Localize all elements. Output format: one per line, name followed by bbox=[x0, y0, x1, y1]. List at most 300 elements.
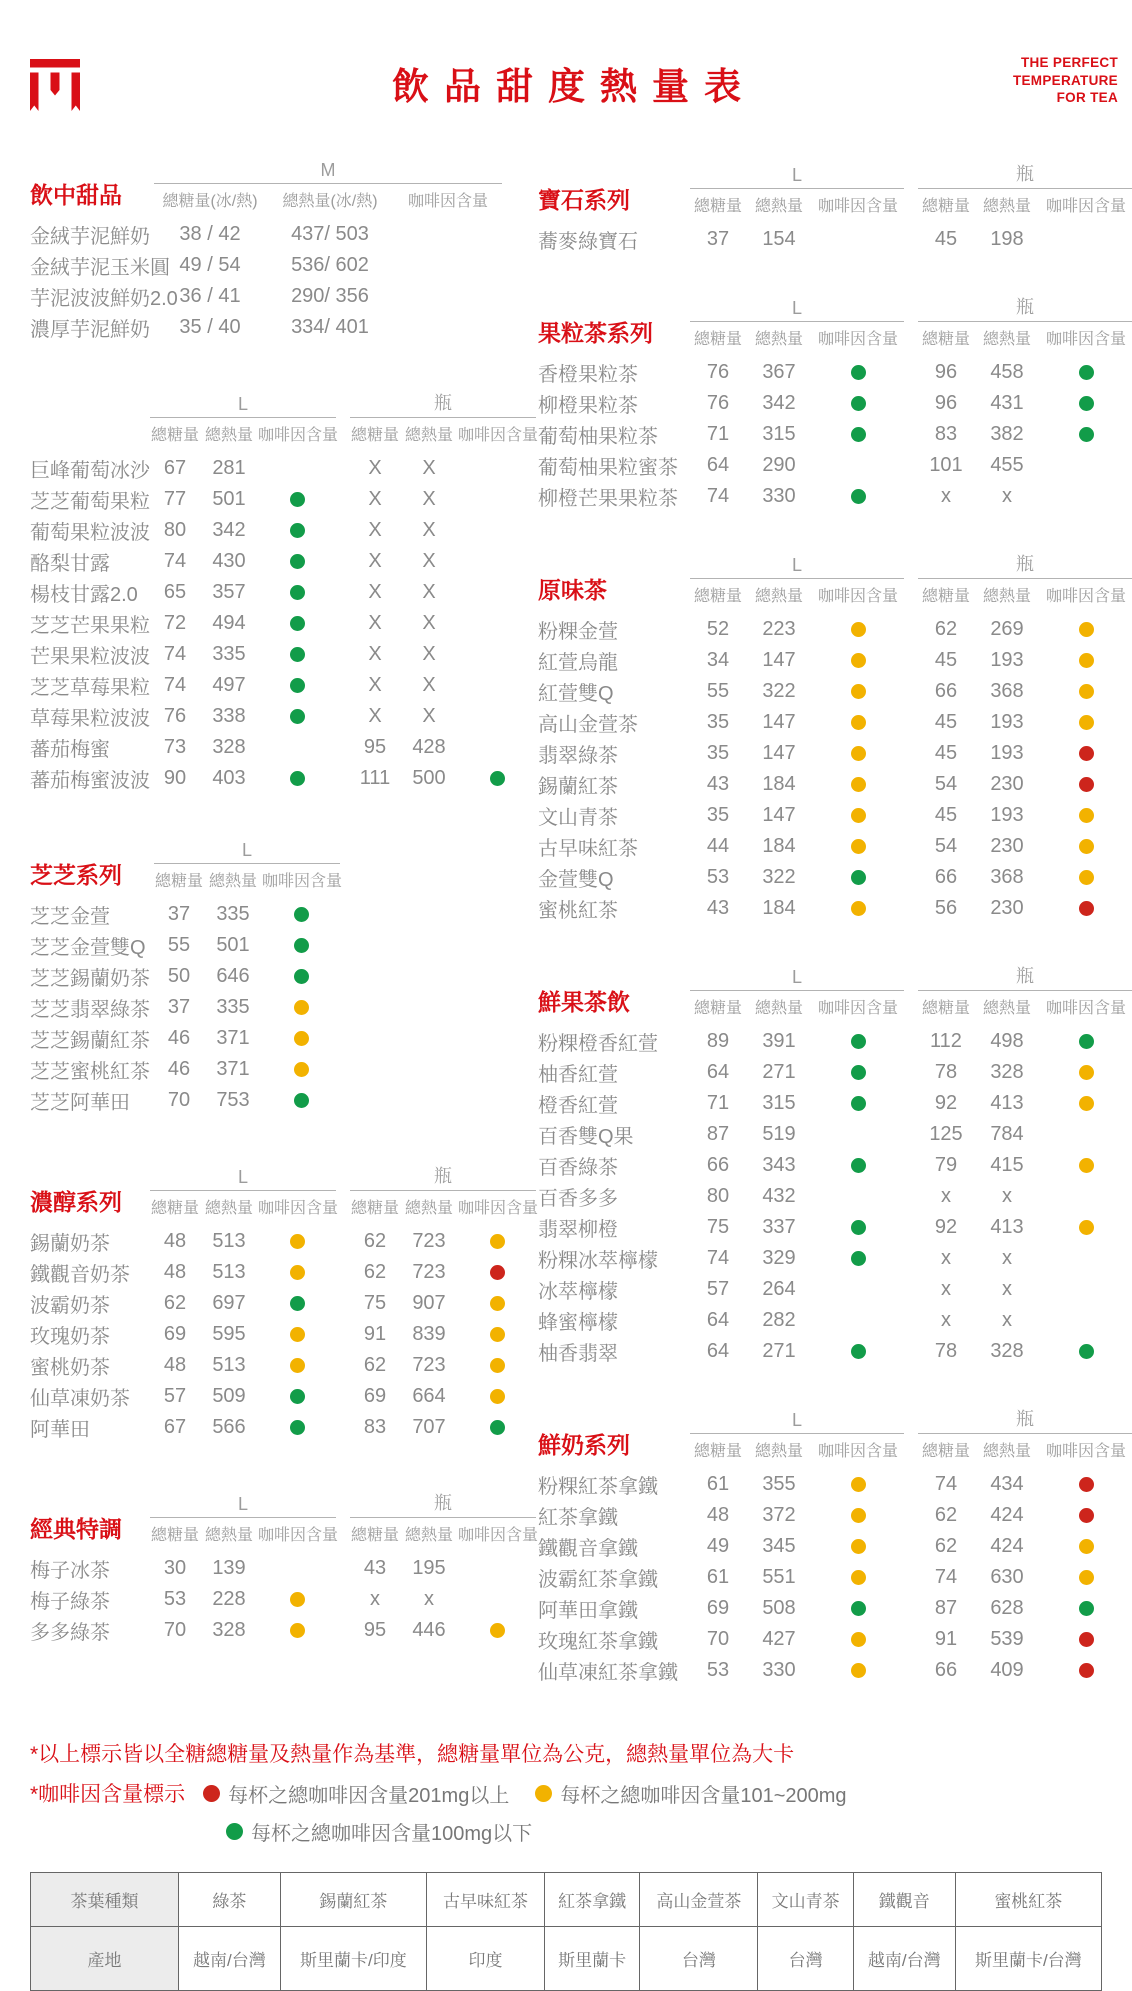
item-name: 酪梨甘露 bbox=[30, 553, 110, 575]
sugar-value: x bbox=[941, 1278, 951, 1300]
sugar-value: X bbox=[368, 705, 382, 727]
calorie-value: 371 bbox=[216, 1058, 250, 1080]
size-group-values bbox=[690, 680, 904, 703]
size-group-values bbox=[350, 1323, 536, 1346]
size-group-values bbox=[154, 996, 340, 1019]
caffeine-indicator bbox=[812, 1278, 904, 1301]
caffeine-indicator bbox=[258, 1416, 336, 1439]
menu-item-row bbox=[30, 250, 536, 281]
column-header-label: 總糖量 bbox=[693, 198, 742, 215]
sugar-value: 46 bbox=[167, 1058, 191, 1080]
calorie-value: 343 bbox=[762, 1154, 796, 1176]
caffeine-dot-green-icon bbox=[1079, 365, 1094, 380]
calorie-value: 723 bbox=[412, 1261, 446, 1283]
item-name: 芝芝錫蘭紅茶 bbox=[30, 1030, 150, 1052]
sugar-value: 74 bbox=[163, 674, 187, 696]
sugar-value: 53 bbox=[706, 866, 730, 888]
column-header-label: 總糖量 bbox=[150, 427, 199, 444]
sugar-value: 46 bbox=[167, 1027, 191, 1049]
size-label: L bbox=[237, 394, 248, 414]
size-label: M bbox=[320, 160, 336, 180]
caffeine-dot-yellow-icon bbox=[1079, 684, 1094, 699]
calorie-value: 282 bbox=[762, 1309, 796, 1331]
calorie-value: X bbox=[422, 550, 436, 572]
sugar-value: 35 bbox=[706, 711, 730, 733]
caffeine-dot-green-icon bbox=[851, 1065, 866, 1080]
caffeine-dot-green-icon bbox=[851, 1251, 866, 1266]
caffeine-indicator bbox=[258, 1323, 336, 1346]
sugar-value: 69 bbox=[706, 1597, 730, 1619]
caffeine-indicator bbox=[812, 361, 904, 384]
caffeine-indicator bbox=[1040, 711, 1132, 734]
size-group-values bbox=[918, 897, 1132, 920]
item-name: 玫瑰紅茶拿鐵 bbox=[538, 1631, 658, 1653]
caffeine-indicator bbox=[458, 1323, 536, 1346]
sugar-value: 64 bbox=[706, 1340, 730, 1362]
caffeine-dot-yellow-icon bbox=[1079, 1570, 1094, 1585]
size-label: 瓶 bbox=[1016, 1409, 1034, 1429]
sugar-value: 45 bbox=[934, 711, 958, 733]
sugar-value: 96 bbox=[934, 361, 958, 383]
column-header-label: 總熱量 bbox=[982, 1443, 1031, 1460]
caffeine-indicator bbox=[812, 649, 904, 672]
column-header-label: 咖啡因含量 bbox=[1045, 588, 1126, 605]
caffeine-indicator bbox=[458, 1557, 536, 1580]
sugar-value: 45 bbox=[934, 742, 958, 764]
menu-item-row bbox=[30, 1381, 536, 1412]
calorie-value: 271 bbox=[762, 1340, 796, 1362]
column-header-label: 咖啡因含量 bbox=[262, 873, 343, 890]
calorie-value: 455 bbox=[990, 454, 1024, 476]
caffeine-dot-green-icon bbox=[1079, 1601, 1094, 1616]
tea-origin-table bbox=[30, 1872, 1102, 1991]
size-label: L bbox=[237, 1494, 248, 1514]
column-header-label: 總糖量 bbox=[154, 873, 203, 890]
caffeine-indicator bbox=[258, 1354, 336, 1377]
size-group-values bbox=[690, 1030, 904, 1053]
size-group-values bbox=[350, 705, 536, 728]
sugar-value: 49 bbox=[706, 1535, 730, 1557]
calorie-value: X bbox=[422, 488, 436, 510]
section-header bbox=[538, 160, 1132, 216]
item-name: 紅茶拿鐵 bbox=[538, 1507, 618, 1529]
caffeine-indicator bbox=[1040, 1123, 1132, 1146]
caffeine-dot-green-icon bbox=[290, 492, 305, 507]
size-group-values bbox=[690, 228, 904, 251]
column-header-label: 咖啡因含量 bbox=[1045, 1000, 1126, 1017]
size-group-header bbox=[918, 550, 1132, 606]
caffeine-indicator bbox=[1040, 361, 1132, 384]
caffeine-dot-green-icon bbox=[290, 771, 305, 786]
calorie-value: 228 bbox=[212, 1588, 246, 1610]
caffeine-indicator bbox=[1040, 1185, 1132, 1208]
column-headers bbox=[690, 189, 904, 216]
sugar-value: 64 bbox=[706, 1309, 730, 1331]
menu-item-row bbox=[538, 800, 1132, 831]
item-name: 芝芝葡萄果粒 bbox=[30, 491, 150, 513]
caffeine-dot-red-icon bbox=[1079, 777, 1094, 792]
size-group-values bbox=[150, 1588, 336, 1611]
sugar-value: 67 bbox=[163, 1416, 187, 1438]
size-group-values bbox=[154, 1058, 340, 1081]
menu-item-row bbox=[30, 577, 536, 608]
calorie-value: 335 bbox=[216, 996, 250, 1018]
sugar-value: 69 bbox=[363, 1385, 387, 1407]
caffeine-indicator bbox=[458, 1588, 536, 1611]
column-header-label: 總糖量 bbox=[350, 1527, 399, 1544]
size-group-values bbox=[350, 581, 536, 604]
calorie-value: 431 bbox=[990, 392, 1024, 414]
sugar-value: 78 bbox=[934, 1061, 958, 1083]
tea-table-cell: 綠茶 bbox=[179, 1873, 281, 1927]
calorie-value: 198 bbox=[990, 228, 1024, 250]
tea-table-cell: 台灣 bbox=[758, 1927, 854, 1991]
calorie-value: 357 bbox=[212, 581, 246, 603]
menu-item-row bbox=[538, 1150, 1132, 1181]
calorie-value: 501 bbox=[216, 934, 250, 956]
size-group-values bbox=[690, 361, 904, 384]
size-group-values bbox=[918, 1030, 1132, 1053]
caffeine-dot-yellow-icon bbox=[1079, 1065, 1094, 1080]
caffeine-indicator bbox=[1040, 680, 1132, 703]
size-label: L bbox=[791, 165, 802, 185]
size-label: L bbox=[237, 1167, 248, 1187]
sugar-value: 57 bbox=[706, 1278, 730, 1300]
menu-item-row bbox=[30, 312, 536, 343]
sugar-value: 92 bbox=[934, 1216, 958, 1238]
calorie-value: 784 bbox=[990, 1123, 1024, 1145]
caffeine-indicator bbox=[812, 1566, 904, 1589]
calorie-value: 329 bbox=[762, 1247, 796, 1269]
size-group-header bbox=[690, 555, 904, 606]
calorie-value: 139 bbox=[212, 1557, 246, 1579]
item-name: 芝芝翡翠綠茶 bbox=[30, 999, 150, 1021]
caffeine-indicator bbox=[458, 581, 536, 604]
item-name: 香橙果粒茶 bbox=[538, 364, 638, 386]
item-name: 鐵觀音奶茶 bbox=[30, 1264, 130, 1286]
size-label: L bbox=[791, 1410, 802, 1430]
caffeine-indicator bbox=[258, 1292, 336, 1315]
column-headers bbox=[350, 1518, 539, 1545]
item-name: 阿華田 bbox=[30, 1419, 90, 1441]
size-group-values bbox=[918, 1309, 1132, 1332]
legend-item-low bbox=[226, 1817, 532, 1846]
caffeine-indicator bbox=[812, 454, 904, 477]
size-label: 瓶 bbox=[434, 393, 452, 413]
sugar-value: 74 bbox=[934, 1566, 958, 1588]
caffeine-dot-green-icon bbox=[1079, 1344, 1094, 1359]
caffeine-dot-yellow-icon bbox=[851, 1539, 866, 1554]
sugar-value: X bbox=[368, 550, 382, 572]
item-name: 蕃茄梅蜜 bbox=[30, 739, 110, 761]
item-name: 草莓果粒波波 bbox=[30, 708, 150, 730]
size-group-values bbox=[350, 736, 536, 759]
sugar-value: 45 bbox=[934, 649, 958, 671]
menu-item-row bbox=[30, 930, 536, 961]
caffeine-indicator bbox=[458, 674, 536, 697]
caffeine-indicator bbox=[812, 1216, 904, 1239]
caffeine-indicator bbox=[262, 903, 340, 926]
item-name: 巨峰葡萄冰沙 bbox=[30, 460, 150, 482]
size-group-values bbox=[150, 1292, 336, 1315]
menu-item-row bbox=[538, 1119, 1132, 1150]
size-group-values bbox=[690, 1659, 904, 1682]
caffeine-indicator bbox=[458, 519, 536, 542]
size-group-values bbox=[918, 228, 1132, 251]
caffeine-dot-yellow-icon bbox=[851, 808, 866, 823]
caffeine-indicator bbox=[262, 996, 340, 1019]
caffeine-indicator bbox=[458, 643, 536, 666]
size-group-values bbox=[918, 773, 1132, 796]
caffeine-indicator bbox=[258, 612, 336, 635]
caffeine-dot-green-icon bbox=[851, 365, 866, 380]
caffeine-dot-green-icon bbox=[851, 427, 866, 442]
calorie-value: 281 bbox=[212, 457, 246, 479]
calorie-value: 368 bbox=[990, 866, 1024, 888]
size-group-values bbox=[918, 804, 1132, 827]
size-group-values bbox=[150, 488, 336, 511]
sugar-value: 95 bbox=[363, 736, 387, 758]
calorie-value: 409 bbox=[990, 1659, 1024, 1681]
caffeine-indicator bbox=[812, 1628, 904, 1651]
sugar-value: 61 bbox=[706, 1473, 730, 1495]
menu-item-row bbox=[538, 1274, 1132, 1305]
column-header-label: 總糖量 bbox=[350, 427, 399, 444]
calorie-value: 264 bbox=[762, 1278, 796, 1300]
sugar-value: 112 bbox=[930, 1030, 962, 1052]
size-group-header bbox=[350, 1489, 539, 1545]
menu-item-row bbox=[538, 707, 1132, 738]
size-group-values bbox=[150, 643, 336, 666]
calorie-value: 193 bbox=[990, 804, 1024, 826]
caffeine-indicator bbox=[262, 934, 340, 957]
size-group-values bbox=[918, 866, 1132, 889]
caffeine-indicator bbox=[258, 488, 336, 511]
size-group-values bbox=[918, 711, 1132, 734]
caffeine-indicator bbox=[258, 705, 336, 728]
calorie-value: x bbox=[1002, 1278, 1012, 1300]
tea-table-cell: 鐵觀音 bbox=[853, 1873, 955, 1927]
caffeine-dot-green-icon bbox=[851, 489, 866, 504]
size-group-values bbox=[918, 454, 1132, 477]
item-name: 金絨芋泥鮮奶 bbox=[30, 226, 150, 248]
caffeine-dot-yellow-icon bbox=[490, 1296, 505, 1311]
column-header-label: 總熱量 bbox=[404, 1527, 453, 1544]
caffeine-dot-green-icon bbox=[226, 1823, 243, 1840]
size-group-values bbox=[350, 1619, 536, 1642]
menu-item-row bbox=[538, 1469, 1132, 1500]
sugar-value: 80 bbox=[163, 519, 187, 541]
sugar-value: 74 bbox=[706, 1247, 730, 1269]
calorie-value: 193 bbox=[990, 711, 1024, 733]
calorie-value: 839 bbox=[412, 1323, 446, 1345]
caffeine-indicator bbox=[812, 1247, 904, 1270]
calorie-value: 424 bbox=[990, 1504, 1024, 1526]
sugar-value: 69 bbox=[163, 1323, 187, 1345]
sugar-value: 70 bbox=[167, 1089, 191, 1111]
size-group-values bbox=[350, 1261, 536, 1284]
column-headers bbox=[690, 991, 904, 1018]
item-name: 葡萄果粒波波 bbox=[30, 522, 150, 544]
calorie-value: 290/ 356 bbox=[291, 285, 369, 307]
size-group-values bbox=[918, 1278, 1132, 1301]
calorie-value: X bbox=[422, 705, 436, 727]
section-title: 經典特調 bbox=[30, 1516, 122, 1543]
column-header-label: 總糖量 bbox=[921, 588, 970, 605]
sugar-value: 79 bbox=[934, 1154, 958, 1176]
sugar-value: 66 bbox=[706, 1154, 730, 1176]
caffeine-indicator bbox=[1040, 454, 1132, 477]
calorie-value: 147 bbox=[762, 649, 796, 671]
menu-item-row bbox=[30, 1412, 536, 1443]
size-group-values bbox=[918, 1061, 1132, 1084]
sugar-value: 75 bbox=[363, 1292, 387, 1314]
size-group-values bbox=[918, 1504, 1132, 1527]
caffeine-indicator bbox=[812, 1061, 904, 1084]
sugar-value: 62 bbox=[934, 618, 958, 640]
caffeine-indicator bbox=[1040, 423, 1132, 446]
size-group-values bbox=[918, 1597, 1132, 1620]
section-title: 鮮奶系列 bbox=[538, 1432, 630, 1459]
caffeine-dot-yellow-icon bbox=[490, 1327, 505, 1342]
sugar-value: 96 bbox=[934, 392, 958, 414]
size-group-values bbox=[150, 1323, 336, 1346]
size-label: L bbox=[791, 967, 802, 987]
caffeine-dot-yellow-icon bbox=[535, 1785, 552, 1802]
menu-item-row bbox=[30, 1553, 536, 1584]
tea-table-cell: 斯里蘭卡/台灣 bbox=[955, 1927, 1101, 1991]
size-group-header bbox=[690, 1410, 904, 1461]
item-name: 粉粿橙香紅萱 bbox=[538, 1033, 658, 1055]
caffeine-dot-yellow-icon bbox=[490, 1389, 505, 1404]
sugar-value: 111 bbox=[359, 767, 391, 789]
column-headers bbox=[918, 1434, 1132, 1461]
caffeine-indicator bbox=[812, 835, 904, 858]
column-header-label: 總熱量 bbox=[754, 198, 803, 215]
caffeine-dot-red-icon bbox=[1079, 901, 1094, 916]
size-group-values bbox=[350, 1588, 536, 1611]
caffeine-indicator bbox=[1040, 1030, 1132, 1053]
caffeine-dot-green-icon bbox=[490, 1420, 505, 1435]
caffeine-legend-row-2 bbox=[226, 1817, 1118, 1846]
calorie-value: 413 bbox=[990, 1092, 1024, 1114]
caffeine-indicator bbox=[812, 1309, 904, 1332]
sugar-value: 53 bbox=[706, 1659, 730, 1681]
caffeine-indicator bbox=[258, 1385, 336, 1408]
caffeine-dot-green-icon bbox=[851, 1158, 866, 1173]
size-group-values bbox=[690, 1092, 904, 1115]
caffeine-indicator bbox=[812, 711, 904, 734]
size-label: L bbox=[241, 840, 252, 860]
calorie-value: 230 bbox=[990, 897, 1024, 919]
sugar-value: 91 bbox=[363, 1323, 387, 1345]
caffeine-dot-yellow-icon bbox=[1079, 1539, 1094, 1554]
caffeine-dot-yellow-icon bbox=[1079, 1220, 1094, 1235]
sugar-value: 37 bbox=[167, 996, 191, 1018]
column-header-label: 總糖量 bbox=[693, 331, 742, 348]
tea-table-row bbox=[31, 1873, 1102, 1927]
size-group-values bbox=[350, 1292, 536, 1315]
sugar-value: 36 / 41 bbox=[179, 285, 241, 307]
calorie-value: X bbox=[422, 581, 436, 603]
caffeine-indicator bbox=[1040, 618, 1132, 641]
menu-item-row bbox=[538, 831, 1132, 862]
caffeine-indicator bbox=[1040, 897, 1132, 920]
item-name: 粉粿冰萃檸檬 bbox=[538, 1250, 658, 1272]
caffeine-indicator bbox=[1040, 485, 1132, 508]
tea-table-cell: 印度 bbox=[427, 1927, 545, 1991]
caffeine-indicator bbox=[812, 1597, 904, 1620]
size-group-values bbox=[918, 485, 1132, 508]
calorie-value: 328 bbox=[990, 1061, 1024, 1083]
tea-table-cell: 錫蘭紅茶 bbox=[280, 1873, 426, 1927]
section-header bbox=[30, 389, 539, 445]
column-header-label: 總糖量 bbox=[693, 588, 742, 605]
item-name: 紅萱雙Q bbox=[538, 683, 614, 705]
calorie-value: 513 bbox=[212, 1261, 246, 1283]
caffeine-indicator bbox=[258, 519, 336, 542]
caffeine-indicator bbox=[812, 1659, 904, 1682]
tea-table-row-header: 產地 bbox=[31, 1927, 179, 1991]
item-name: 柚香翡翠 bbox=[538, 1343, 618, 1365]
caffeine-dot-green-icon bbox=[290, 1296, 305, 1311]
tea-table-row bbox=[31, 1927, 1102, 1991]
caffeine-indicator bbox=[458, 550, 536, 573]
calorie-value: 536/ 602 bbox=[291, 254, 369, 276]
caffeine-indicator bbox=[1040, 1154, 1132, 1177]
calorie-value: 723 bbox=[412, 1354, 446, 1376]
size-group-values bbox=[350, 643, 536, 666]
caffeine-indicator bbox=[1040, 1597, 1132, 1620]
caffeine-dot-yellow-icon bbox=[1079, 870, 1094, 885]
size-group-header bbox=[918, 160, 1132, 216]
column-header-label: 總糖量 bbox=[921, 1443, 970, 1460]
item-name: 波霸奶茶 bbox=[30, 1295, 110, 1317]
size-group-values bbox=[690, 897, 904, 920]
menu-item-row bbox=[30, 219, 536, 250]
size-group-values bbox=[150, 581, 336, 604]
item-name: 粉粿金萱 bbox=[538, 621, 618, 643]
menu-item-row bbox=[538, 1243, 1132, 1274]
sugar-value: 64 bbox=[706, 454, 730, 476]
caffeine-indicator bbox=[458, 612, 536, 635]
tea-table-cell: 蜜桃紅茶 bbox=[955, 1873, 1101, 1927]
size-group-values bbox=[154, 316, 502, 339]
sugar-value: 48 bbox=[163, 1230, 187, 1252]
caffeine-indicator bbox=[1040, 1473, 1132, 1496]
column-header-label: 總熱量 bbox=[204, 1527, 253, 1544]
size-group-values bbox=[918, 1659, 1132, 1682]
sugar-value: 62 bbox=[934, 1535, 958, 1557]
size-group-values bbox=[350, 457, 536, 480]
size-group-values bbox=[690, 711, 904, 734]
sugar-value: 43 bbox=[363, 1557, 387, 1579]
item-name: 芝芝阿華田 bbox=[30, 1092, 130, 1114]
item-name: 金絨芋泥玉米圓 bbox=[30, 257, 170, 279]
sugar-value: 72 bbox=[163, 612, 187, 634]
footnote-basis: *以上標示皆以全糖總糖量及熱量作為基準，總糖量單位為公克，總熱量單位為大卡 bbox=[30, 1743, 795, 1766]
sugar-value: 77 bbox=[163, 488, 187, 510]
page-header bbox=[30, 42, 1118, 138]
size-group-values bbox=[350, 674, 536, 697]
column-header-label: 總熱量(冰/熱) bbox=[282, 193, 378, 210]
sugar-value: 74 bbox=[934, 1473, 958, 1495]
caffeine-indicator bbox=[1040, 228, 1132, 251]
calorie-value: x bbox=[424, 1588, 434, 1610]
calorie-value: 271 bbox=[762, 1061, 796, 1083]
menu-item-row bbox=[30, 899, 536, 930]
menu-item-row bbox=[30, 1085, 536, 1116]
